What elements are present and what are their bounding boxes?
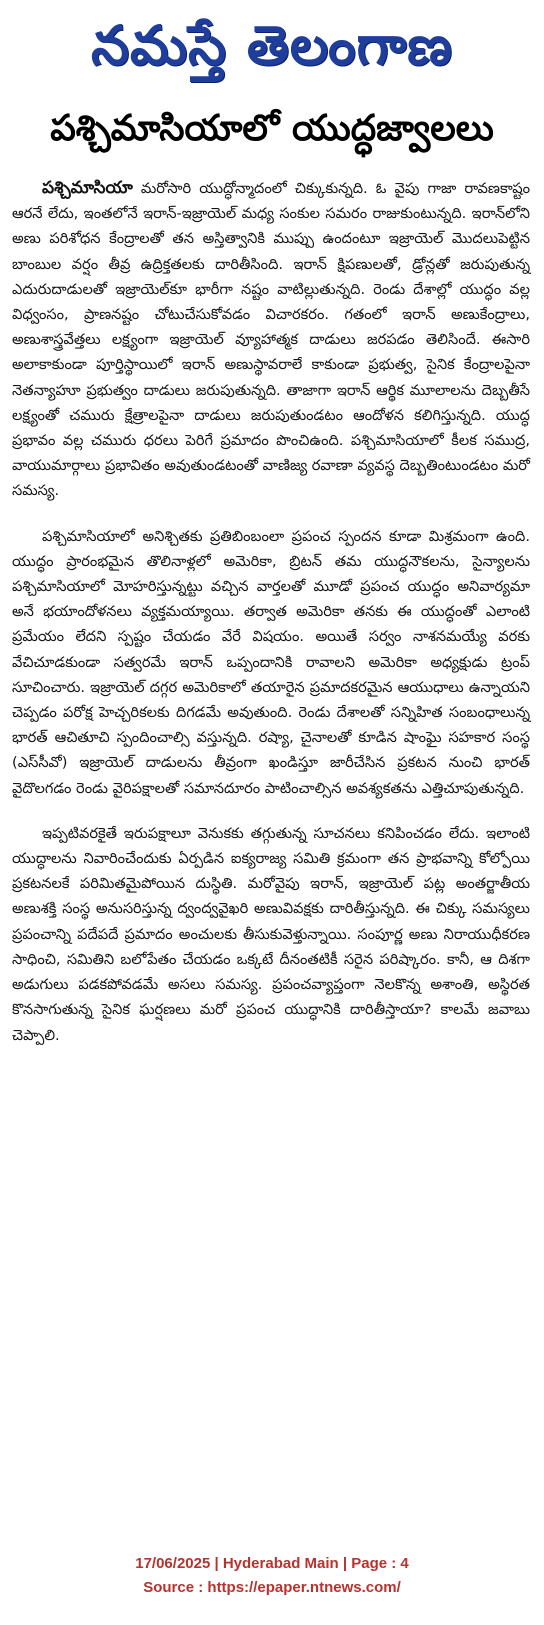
article-paragraph-3: ఇప్పటివరకైతే ఇరుపక్షాలూ వెనుకకు తగ్గుతున్న సూచనలు కనిపించడం లేదు. ఇలాంటి యుద్ధాలను నివారించేందుకు ఏర్పడిన ఐక్యరాజ్య సమితి క్రమంగా తన ప్రాభవాన్ని కోల్పోయి ప్రకటనలకే పరిమితమైపోయిన దుస్థితి. మరోవైపు ఇరాన్‌, ఇజ్రాయెల్‌ పట్ల అంతర్జాతీయ అణుశక్తి సంస్థ అనుసరిస్తున్న ద్వంద్వవైఖరి అణువివక్షకు దారితీస్తున్నది. ఈ చిక్కు సమస్యలు ప్రపంచాన్ని పదేపదే ప్రమాదం అంచులకు తీసుకువెళ్తున్నాయి. సంపూర్ణ అణు నిరాయుధీకరణ సాధించి, సమితిని బలోపేతం చేయడం ఒక్కటే దీనంతటికీ సరైన పరిష్కారం. కానీ, ఆ దిశగా అడుగులు పడకపోవడమే అసలు సమస్య. ప్రపంచవ్యాప్తంగా నెలకొన్న అశాంతి, అస్థిరత కొనసాగుతున్న సైనిక ఘర్షణలు మరో ప్రపంచ యుద్ధానికి దారితీస్తాయా? కాలమే జవాబు చెప్పాలి. (12, 824, 530, 1044)
article-paragraph-1 (12, 176, 530, 504)
source-link[interactable]: Source : https://epaper.ntnews.com/ (143, 1579, 401, 1596)
page-footer (0, 1552, 544, 1600)
article-paragraph-1-text: మరోసారి యుద్ధోన్మాదంలో చిక్కుకున్నది. ఓ వైపు గాజా రావణకాష్టం ఆరనే లేదు, ఇంతలోనే ఇరాన్‌-ఇజ్రాయెల్‌ మధ్య సంకుల సమరం రాజుకుంటున్నది. ఇరాన్‌లోని అణు పరిశోధన కేంద్రాలతో తన అస్తిత్వానికి ముప్పు ఉందంటూ ఇజ్రాయెల్‌ మొదలుపెట్టిన బాంబుల వర్షం తీవ్ర ఉద్రిక్తతలకు దారితీసింది. ఇరాన్‌ క్షిపణులతో, డ్రోన్లతో జరుపుతున్న ఎదురుదాడులతో ఇజ్రాయెల్‌కూ భారీగా నష్టం వాటిల్లుతున్నది. రెండు దేశాల్లో యుద్ధం వల్ల విధ్వంసం, ప్రాణనష్టం చోటుచేసుకోవడం విచారకరం. గతంలో ఇరాన్‌ అణుకేంద్రాలు, అణుశాస్త్రవేత్తలు లక్ష్యంగా ఇజ్రాయెల్‌ వ్యూహాత్మక దాడులు జరపడం తెలిసిందే. ఈసారి అలాకాకుండా పూర్తిస్థాయిలో ఇరాన్‌ అణుస్థావరాలే కాకుండా ప్రభుత్వ, సైనిక కేంద్రాలపైనా నెతన్యాహూ ప్రభుత్వం దాడులు జరుపుతున్నది. తాజాగా ఇరాన్‌ ఆర్థిక మూలాలను దెబ్బతీసే లక్ష్యంతో చమురు క్షేత్రాలపైనా దాడులు జరుపుతుండటం ఆందోళన కలిగిస్తున్నది. యుద్ధ ప్రభావం వల్ల చమురు ధరలు పెరిగే ప్రమాదం పొంచిఉంది. పశ్చిమాసియాలో కీలక సముద్ర, వాయుమార్గాలు ప్రభావితం అవుతుండటంతో వాణిజ్య రవాణా వ్యవస్థ దెబ్బతింటుండటం మరో సమస్య. (12, 180, 530, 500)
edition-info: 17/06/2025 | Hyderabad Main | Page : 4 (135, 1555, 409, 1572)
newspaper-masthead (0, 8, 544, 82)
article-paragraph-2: పశ్చిమాసియాలో అనిశ్చితకు ప్రతిబింబంలా ప్రపంచ స్పందన కూడా మిశ్రమంగా ఉంది. యుద్ధం ప్రారంభమైన తొలినాళ్లలో అమెరికా, బ్రిటన్‌ తమ యుద్ధనౌకలను, సైన్యాలను పశ్చిమాసియాలో మోహరిస్తున్నట్టు వచ్చిన వార్తలతో మూడో ప్రపంచ యుద్ధం అనివార్యమా అనే భయాందోళనలు వ్యక్తమయ్యాయి. తర్వాత అమెరికా తనకు ఈ యుద్ధంతో ఎలాంటి ప్రమేయం లేదని స్పష్టం చేయడం వేరే విషయం. అయితే సర్వం నాశనమయ్యే వరకు వేచిచూడకుండా సత్వరమే ఇరాన్‌ ఒప్పందానికి రావాలని అమెరికా అధ్యక్షుడు ట్రంప్‌ సూచించారు. ఇజ్రాయెల్‌ దగ్గర అమెరికాలో తయారైన ప్రమాదకరమైన ఆయుధాలు ఉన్నాయని చెప్పడం పరోక్ష హెచ్చరికలకు దిగడమే అవుతుంది. రెండు దేశాలతో సన్నిహిత సంబంధాలున్న భారత్‌ ఆచితూచి స్పందించాల్సి వస్తున్నది. రష్యా, చైనాలతో కూడిన షాంఘై సహకార సంస్థ (ఎస్‌సీవో) ఇజ్రాయెల్‌ దాడులను తీవ్రంగా ఖండిస్తూ జారీచేసిన ప్రకటన నుంచి భారత్‌ వైదొలగడం రెండు వైరిపక్షాలతో సమానదూరం పాటించాల్సిన అవశ్యకతను ఎత్తిచూపుతున్నది. (12, 527, 530, 797)
masthead-title: నమస్తే తెలంగాణ (91, 13, 453, 77)
article-lead-word: పశ్చిమాసియా (42, 178, 133, 198)
article-headline: పశ్చిమాసియాలో యుద్ధజ్వాలలు (50, 108, 494, 149)
article-body (12, 176, 530, 1068)
